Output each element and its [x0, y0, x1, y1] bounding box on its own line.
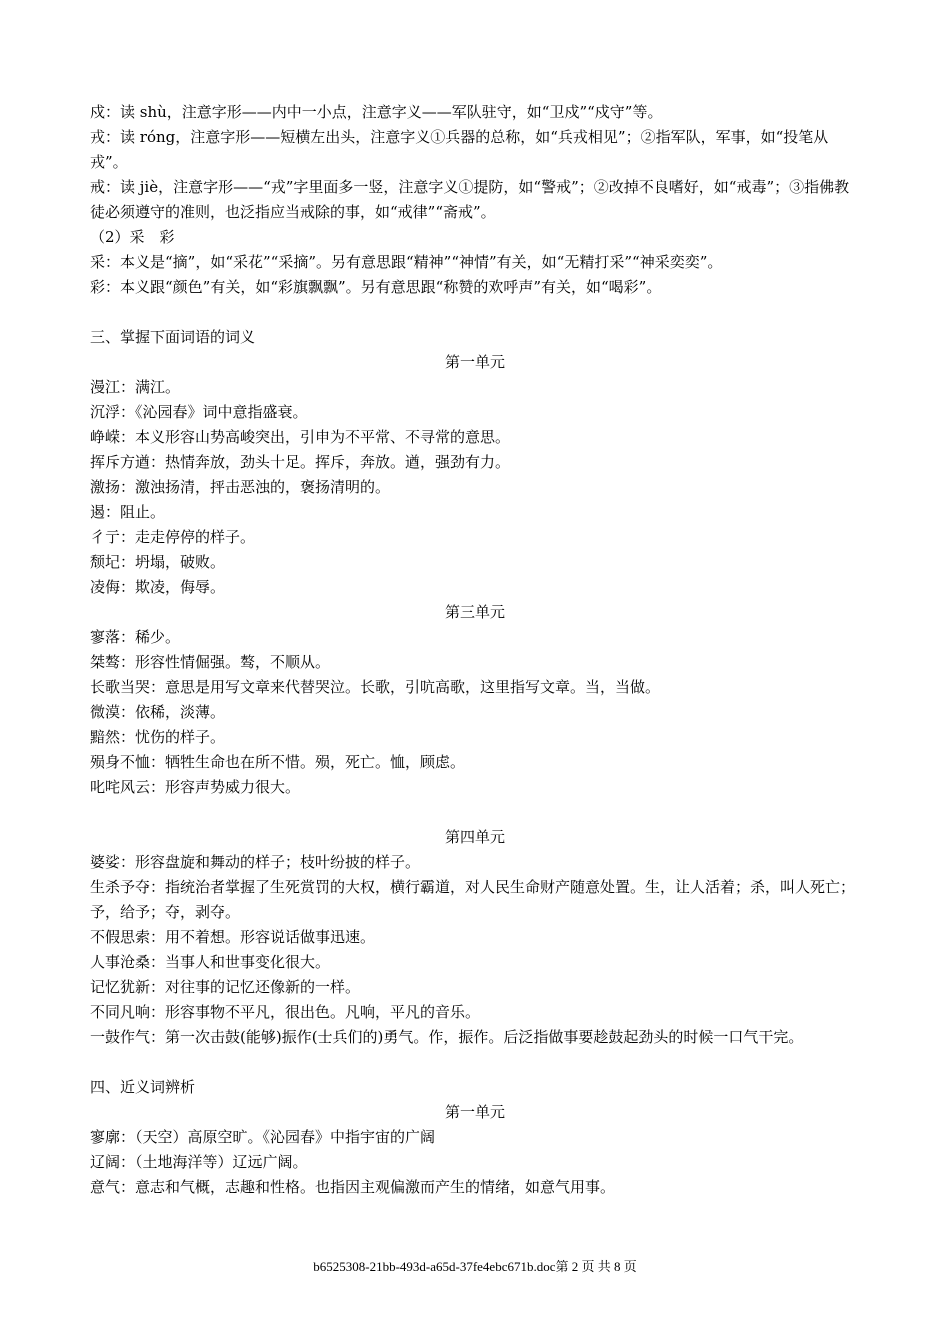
text-line: 婆娑：形容盘旋和舞动的样子；枝叶纷披的样子。: [90, 853, 421, 871]
section-heading: 第三单元: [444, 603, 505, 621]
text-line: 彩：本义跟“颜色”有关，如“彩旗飘飘”。另有意思跟“称赞的欢呼声”有关，如“喝彩”。: [90, 278, 662, 296]
text-line: 四、近义词辨析: [90, 1078, 196, 1096]
text-line: 戍：读 shù，注意字形——内中一小点，注意字义——军队驻守，如“卫戍”“戍守”等。: [90, 103, 663, 121]
text-line: 三、掌握下面词语的词义: [90, 328, 256, 346]
text-line: 颓圮：坍塌，破败。: [90, 553, 226, 571]
text-line: 采：本义是“摘”，如“采花”“采摘”。另有意思跟“精神”“神情”有关，如“无精打采”“神采奕奕”。: [90, 253, 723, 271]
blank-line: [90, 1050, 860, 1075]
section-heading: 第一单元: [444, 353, 505, 371]
text-line: 寥廓：（天空）高原空旷。《沁园春》中指宇宙的广阔: [90, 1128, 436, 1146]
text-line: 人事沧桑：当事人和世事变化很大。: [90, 953, 331, 971]
text-line: 长歌当哭：意思是用写文章来代替哭泣。长歌，引吭高歌，这里指写文章。当，当做。: [90, 678, 661, 696]
page-footer: b6525308-21bb-493d-a65d-37fe4ebc671b.doc第 2 页 共 8 页: [313, 1259, 637, 1274]
document-body: [90, 100, 860, 1200]
text-line: （2）采 彩: [90, 228, 175, 246]
text-line: 辽阔：（土地海洋等）辽远广阔。: [90, 1153, 308, 1171]
text-line: 一鼓作气：第一次击鼓(能够)振作(士兵们的)勇气。作，振作。后泛指做事要趁鼓起劲头的时候一口气干完。: [90, 1028, 804, 1046]
text-line: 遏：阻止。: [90, 503, 166, 521]
text-line: 激扬：激浊扬清，抨击恶浊的，褒扬清明的。: [90, 478, 391, 496]
text-line: 微漠：依稀，淡薄。: [90, 703, 226, 721]
text-line: 叱咤风云：形容声势威力很大。: [90, 778, 301, 796]
text-line: 戒：读 jiè，注意字形——“戎”字里面多一竖，注意字义①提防，如“警戒”；②改掉不良嗜好，如“戒毒”；③指佛教徒必须遵守的准则，也泛指应当戒除的事，如“戒律”“斋戒”。: [90, 178, 850, 221]
blank-line: [90, 800, 860, 825]
text-line: 戎：读 róng，注意字形——短横左出头，注意字义①兵器的总称，如“兵戎相见”；②指军队，军事，如“投笔从戎”。: [90, 128, 829, 171]
text-line: 黯然：忧伤的样子。: [90, 728, 226, 746]
section-heading: 第一单元: [444, 1103, 505, 1121]
text-line: 生杀予夺：指统治者掌握了生死赏罚的大权，横行霸道，对人民生命财产随意处置。生，让人活着；杀，叫人死亡；予，给予；夺，剥夺。: [90, 878, 856, 921]
blank-line: [90, 300, 860, 325]
text-line: 寥落：稀少。: [90, 628, 181, 646]
text-line: 殒身不恤：牺牲生命也在所不惜。殒，死亡。恤，顾虑。: [90, 753, 466, 771]
text-line: 彳亍：走走停停的样子。: [90, 528, 256, 546]
text-line: 意气：意志和气概，志趣和性格。也指因主观偏激而产生的情绪，如意气用事。: [90, 1178, 616, 1196]
text-line: 峥嵘：本义形容山势高峻突出，引申为不平常、不寻常的意思。: [90, 428, 511, 446]
text-line: 记忆犹新：对往事的记忆还像新的一样。: [90, 978, 361, 996]
text-line: 桀骜：形容性情倔强。骜，不顺从。: [90, 653, 331, 671]
text-line: 漫江：满江。: [90, 378, 181, 396]
text-line: 沉浮：《沁园春》词中意指盛衰。: [90, 403, 308, 421]
text-line: 凌侮：欺凌，侮辱。: [90, 578, 226, 596]
text-line: 不同凡响：形容事物不平凡，很出色。凡响，平凡的音乐。: [90, 1003, 481, 1021]
text-line: 挥斥方遒：热情奔放，劲头十足。挥斥，奔放。遒，强劲有力。: [90, 453, 511, 471]
text-line: 不假思索：用不着想。形容说话做事迅速。: [90, 928, 376, 946]
section-heading: 第四单元: [444, 828, 505, 846]
